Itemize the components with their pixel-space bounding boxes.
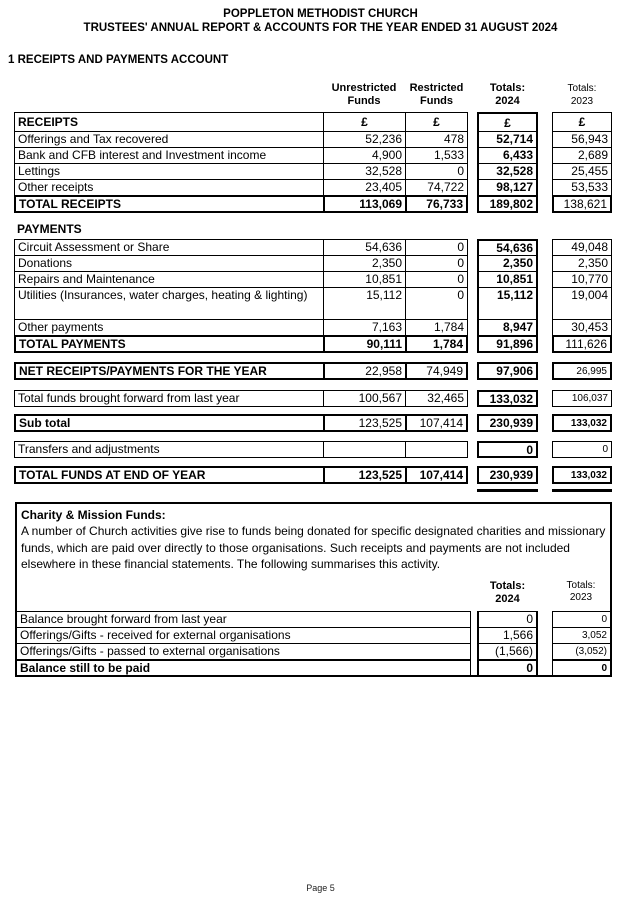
column-gap <box>538 643 552 660</box>
column-gap <box>538 82 552 108</box>
cell-total-2023: 49,048 <box>552 239 612 256</box>
section-heading: 1 RECEIPTS AND PAYMENTS ACCOUNT <box>8 54 229 66</box>
cell-restricted: 74,722 <box>405 179 468 196</box>
cell-unrestricted: 10,851 <box>323 271 405 288</box>
net-receipts-row <box>14 362 641 380</box>
cell-restricted: 0 <box>405 255 468 272</box>
cell-restricted <box>405 441 468 458</box>
row-label: Lettings <box>14 163 323 180</box>
row-label: Utilities (Insurances, water charges, heating & lighting) <box>14 287 323 320</box>
col-header-totals-2024 <box>477 82 538 108</box>
column-gap <box>538 390 552 407</box>
column-gap <box>468 362 477 380</box>
table-row <box>14 271 641 288</box>
table-row <box>14 131 641 148</box>
row-label: Balance brought forward from last year <box>17 611 471 628</box>
row-label: TOTAL FUNDS AT END OF YEAR <box>14 466 323 484</box>
cell-unrestricted: 123,525 <box>323 414 405 432</box>
table-row <box>14 179 641 196</box>
table-row <box>14 163 641 180</box>
cell-total-2023: 133,032 <box>552 466 612 484</box>
cell-total-2024: 230,939 <box>477 414 538 432</box>
cell-total-2023: 10,770 <box>552 271 612 288</box>
row-label: Total funds brought forward from last year <box>14 390 323 407</box>
cell-restricted: 478 <box>405 131 468 148</box>
row-label: Offerings/Gifts - passed to external organisations <box>17 643 471 660</box>
table-total-row <box>17 659 610 675</box>
table-row <box>14 287 641 320</box>
totals-2023-underline <box>552 489 612 492</box>
cell-total-2023: 133,032 <box>552 414 612 432</box>
row-label: Bank and CFB interest and Investment income <box>14 147 323 164</box>
cell-unrestricted: 123,525 <box>323 466 405 484</box>
table-row <box>14 239 641 256</box>
column-gap <box>538 362 552 380</box>
cell-total-2023: 138,621 <box>552 195 612 213</box>
summary-section <box>14 362 641 484</box>
col-header-text: Totals: <box>566 579 596 591</box>
transfers-row <box>14 441 641 458</box>
cell-total-2023: 2,689 <box>552 147 612 164</box>
cell-total-2023: 106,037 <box>552 390 612 407</box>
row-label: Repairs and Maintenance <box>14 271 323 288</box>
col-header-text: Totals: <box>489 82 526 94</box>
cell-restricted: 74,949 <box>405 362 468 380</box>
column-gap <box>468 466 477 484</box>
col-header-text: 2024 <box>495 592 520 605</box>
cell-restricted: 76,733 <box>405 195 468 213</box>
sub-total-row <box>14 414 641 432</box>
cell-total-2023: 56,943 <box>552 131 612 148</box>
row-label: Transfers and adjustments <box>14 441 323 458</box>
cell-total-2024: 0 <box>477 611 538 628</box>
cell-total-2024: 0 <box>477 441 538 458</box>
column-gap <box>468 414 477 432</box>
cell-total-2024: 8,947 <box>477 319 538 336</box>
cell-total-2023: 0 <box>552 441 612 458</box>
cell-restricted: 1,784 <box>405 335 468 353</box>
currency-header: £ <box>477 112 538 132</box>
page-number: Page 5 <box>306 883 335 893</box>
column-gap <box>538 611 552 628</box>
cell-unrestricted: 23,405 <box>323 179 405 196</box>
cell-total-2024: 189,802 <box>477 195 538 213</box>
column-gap <box>538 441 552 458</box>
currency-header: £ <box>405 112 468 132</box>
document-title <box>0 0 641 35</box>
cell-total-2024: 91,896 <box>477 335 538 353</box>
cell-total-2023: 30,453 <box>552 319 612 336</box>
column-gap <box>538 195 552 213</box>
col-header-text: Totals: <box>567 83 597 94</box>
cell-unrestricted: 100,567 <box>323 390 405 407</box>
cell-total-2024: 0 <box>477 659 538 675</box>
cell-total-2024: 97,906 <box>477 362 538 380</box>
column-gap <box>468 163 477 180</box>
col-header-restricted <box>405 82 468 108</box>
cell-unrestricted: 4,900 <box>323 147 405 164</box>
col-header-text: Unrestricted <box>331 82 397 94</box>
cell-unrestricted: 7,163 <box>323 319 405 336</box>
receipts-table <box>14 112 641 213</box>
column-gap <box>538 271 552 288</box>
table-total-row <box>14 335 641 353</box>
payments-table <box>14 239 641 353</box>
cell-unrestricted: 90,111 <box>323 335 405 353</box>
currency-header: £ <box>323 112 405 132</box>
row-label: Other payments <box>14 319 323 336</box>
table-row <box>17 643 610 660</box>
column-gap <box>538 335 552 353</box>
cell-restricted: 0 <box>405 163 468 180</box>
cell-total-2023: 25,455 <box>552 163 612 180</box>
row-label: Donations <box>14 255 323 272</box>
cell-total-2024: 133,032 <box>477 390 538 407</box>
column-gap <box>468 335 477 353</box>
cell-total-2024: 10,851 <box>477 271 538 288</box>
table-row <box>14 112 641 132</box>
table-row <box>17 627 610 644</box>
cell-total-2024: 230,939 <box>477 466 538 484</box>
column-gap <box>538 319 552 336</box>
column-gap <box>538 414 552 432</box>
cell-total-2024: 2,350 <box>477 255 538 272</box>
column-gap <box>538 163 552 180</box>
col-header-text: Restricted <box>409 82 464 94</box>
brought-forward-row <box>14 390 641 407</box>
cell-restricted: 1,784 <box>405 319 468 336</box>
cell-restricted: 107,414 <box>405 414 468 432</box>
row-label: Offerings/Gifts - received for external organisations <box>17 627 471 644</box>
row-label: Circuit Assessment or Share <box>14 239 323 256</box>
cell-unrestricted: 15,112 <box>323 287 405 320</box>
column-gap <box>538 179 552 196</box>
column-gap <box>468 319 477 336</box>
column-gap <box>468 271 477 288</box>
cell-total-2023: 3,052 <box>552 627 610 644</box>
cell-total-2024: 6,433 <box>477 147 538 164</box>
cell-total-2024: 15,112 <box>477 287 538 320</box>
column-gap <box>538 239 552 256</box>
column-gap <box>468 147 477 164</box>
cell-total-2023: 0 <box>552 659 610 675</box>
col-header-text: Funds <box>420 95 453 107</box>
cell-total-2024: 32,528 <box>477 163 538 180</box>
column-gap <box>538 147 552 164</box>
col-header-unrestricted <box>323 82 405 108</box>
column-gap <box>538 627 552 644</box>
cell-restricted: 107,414 <box>405 466 468 484</box>
cell-unrestricted: 52,236 <box>323 131 405 148</box>
column-gap <box>538 112 552 132</box>
cell-unrestricted: 32,528 <box>323 163 405 180</box>
charity-column-headers <box>17 573 610 611</box>
cell-total-2023: 53,533 <box>552 179 612 196</box>
row-label: Sub total <box>14 414 323 432</box>
column-headers <box>14 82 641 108</box>
cell-total-2024: 1,566 <box>477 627 538 644</box>
total-funds-row <box>14 466 641 484</box>
table-row <box>14 319 641 336</box>
col-header-text: 2023 <box>569 591 593 603</box>
currency-header: £ <box>552 112 612 132</box>
cell-total-2023: 111,626 <box>552 335 612 353</box>
payments-section-label: PAYMENTS <box>17 222 82 236</box>
col-header-text: Funds <box>347 95 381 107</box>
column-gap <box>468 179 477 196</box>
column-gap <box>468 195 477 213</box>
column-gap <box>538 466 552 484</box>
cell-total-2024: 98,127 <box>477 179 538 196</box>
cell-total-2023: 26,995 <box>552 362 612 380</box>
row-label: NET RECEIPTS/PAYMENTS FOR THE YEAR <box>14 362 323 380</box>
column-gap <box>468 82 477 108</box>
row-label: Balance still to be paid <box>17 659 471 675</box>
cell-total-2023: (3,052) <box>552 643 610 660</box>
row-label: TOTAL PAYMENTS <box>14 335 323 353</box>
column-gap <box>468 441 477 458</box>
row-label: Other receipts <box>14 179 323 196</box>
table-row <box>14 147 641 164</box>
column-gap <box>468 255 477 272</box>
cell-total-2023: 0 <box>552 611 610 628</box>
cell-total-2024: (1,566) <box>477 643 538 660</box>
charity-mission-box <box>15 502 612 677</box>
cell-total-2023: 2,350 <box>552 255 612 272</box>
cell-unrestricted: 54,636 <box>323 239 405 256</box>
cell-unrestricted: 22,958 <box>323 362 405 380</box>
row-label: Offerings and Tax recovered <box>14 131 323 148</box>
cell-restricted: 0 <box>405 287 468 320</box>
column-gap <box>468 239 477 256</box>
col-header-text: 2023 <box>570 96 594 107</box>
receipts-section-label: RECEIPTS <box>14 112 323 132</box>
table-row <box>14 255 641 272</box>
column-gap <box>468 131 477 148</box>
col-header-totals-2024 <box>477 580 538 606</box>
column-gap <box>468 390 477 407</box>
col-header-totals-2023 <box>552 580 610 604</box>
cell-total-2024: 54,636 <box>477 239 538 256</box>
column-gap <box>538 659 552 675</box>
title-line-1: POPPLETON METHODIST CHURCH <box>223 8 418 20</box>
closing-rules <box>14 489 641 492</box>
charity-heading: Charity & Mission Funds: <box>21 508 166 522</box>
cell-restricted: 1,533 <box>405 147 468 164</box>
title-line-2: TRUSTEES' ANNUAL REPORT & ACCOUNTS FOR THE YEAR ENDED 31 AUGUST 2024 <box>83 22 558 34</box>
col-header-totals-2023 <box>552 82 612 108</box>
header-spacer <box>14 82 323 108</box>
col-header-text: Totals: <box>489 579 526 592</box>
totals-2024-underline <box>477 489 538 492</box>
column-gap <box>468 112 477 132</box>
cell-restricted: 0 <box>405 239 468 256</box>
cell-unrestricted: 2,350 <box>323 255 405 272</box>
col-header-text: 2024 <box>495 95 520 107</box>
row-label: TOTAL RECEIPTS <box>14 195 323 213</box>
column-gap <box>538 255 552 272</box>
table-row <box>17 611 610 628</box>
column-gap <box>538 287 552 320</box>
cell-restricted: 0 <box>405 271 468 288</box>
column-gap <box>538 131 552 148</box>
cell-total-2023: 19,004 <box>552 287 612 320</box>
cell-restricted: 32,465 <box>405 390 468 407</box>
cell-unrestricted: 113,069 <box>323 195 405 213</box>
table-total-row <box>14 195 641 213</box>
column-gap <box>468 287 477 320</box>
charity-description: A number of Church activities give rise to funds being donated for specific designated charities and missionary funds, which are paid over directly to those organisations. Such receipts and payments are not included elsewhere in these financial statements. The following summarises this activity. <box>21 524 606 571</box>
cell-unrestricted <box>323 441 405 458</box>
cell-total-2024: 52,714 <box>477 131 538 148</box>
